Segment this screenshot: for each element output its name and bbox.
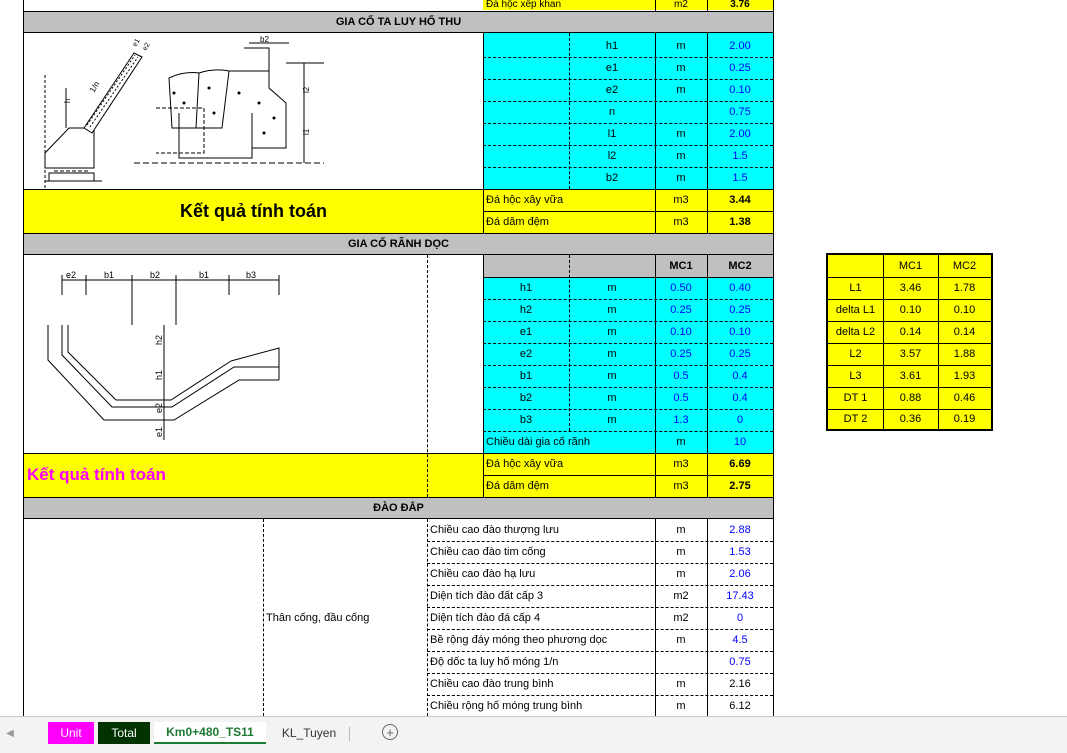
- grid-line: [427, 695, 773, 696]
- side-row-name: delta L2: [835, 326, 876, 338]
- side-row-mc1: 3.46: [899, 282, 922, 294]
- s1-param-value: 0.25: [729, 62, 751, 74]
- add-sheet-icon[interactable]: +: [382, 724, 398, 740]
- s1-param-unit: m: [676, 84, 686, 96]
- grid-line: [427, 519, 428, 716]
- grid-line: [483, 365, 773, 366]
- grid-line: [828, 321, 991, 322]
- grid-line: [483, 57, 773, 58]
- s2-param-mc1: 0.5: [673, 392, 689, 404]
- grid-line: [483, 387, 773, 388]
- top-row-label: Đá hộc xếp khan: [483, 0, 655, 10]
- grid-line: [483, 33, 484, 233]
- side-row-mc2: 0.46: [953, 392, 976, 404]
- side-row-mc1: 3.61: [899, 370, 922, 382]
- s2-param-mc2: 0.25: [729, 304, 751, 316]
- grid-line: [23, 0, 24, 716]
- s3-row-value: 1.53: [729, 546, 751, 558]
- s1-result-label: Kết quả tính toán: [24, 189, 483, 233]
- s1-param-unit: m: [676, 150, 686, 162]
- grid-line: [828, 409, 991, 410]
- drawing-ranh-doc: [24, 255, 427, 453]
- s3-row-unit: m2: [673, 590, 689, 602]
- grid-line: [655, 519, 656, 716]
- grid-line: [427, 629, 773, 630]
- s2-result-spacer: [427, 453, 483, 497]
- grid-line: [483, 475, 773, 476]
- s3-row-value: 2.06: [729, 568, 751, 580]
- s2-param-unit: m: [607, 392, 617, 404]
- s1-param-value: 0.75: [729, 106, 751, 118]
- grid-line: [483, 101, 773, 102]
- s2-length-value: 10: [733, 436, 747, 448]
- s2-param-name: e2: [519, 348, 533, 360]
- grid-line: [427, 585, 773, 586]
- side-row-name: delta L1: [835, 304, 876, 316]
- grid-line: [427, 563, 773, 564]
- side-row-mc1: 0.14: [899, 326, 922, 338]
- s2-param-unit: m: [607, 304, 617, 316]
- s2-param-mc1: 0.5: [673, 370, 689, 382]
- s1-param-value: 1.5: [732, 150, 748, 162]
- s3-row-unit: m: [676, 699, 686, 712]
- s1-param-unit: m: [676, 128, 686, 140]
- grid-line: [655, 33, 656, 233]
- grid-line: [938, 255, 939, 429]
- s1-param-name: n: [608, 106, 616, 118]
- s2-param-name: b2: [519, 392, 533, 404]
- drawing-label-e2: e2: [141, 41, 152, 52]
- drawing-ta-luy: [24, 33, 483, 189]
- tab-total[interactable]: Total: [98, 722, 150, 744]
- drawing-label-top: b1: [104, 270, 115, 280]
- grid-line: [483, 255, 484, 497]
- s2-header-mc1: MC1: [669, 260, 693, 272]
- s2-param-unit: m: [607, 414, 617, 426]
- s2-result-unit: m3: [655, 453, 707, 475]
- s2-param-name: b3: [519, 414, 533, 426]
- grid-line: [655, 255, 656, 497]
- s1-param-value: 0.10: [729, 84, 751, 96]
- s3-row-value: 2.88: [729, 524, 751, 536]
- s2-result-value: 6.69: [707, 453, 773, 475]
- s1-result-unit: m3: [655, 189, 707, 211]
- s2-param-unit: m: [607, 326, 617, 338]
- s2-length-name: Chiều dài gia cố rãnh: [486, 436, 590, 448]
- s1-param-value: 2.00: [729, 128, 751, 140]
- grid-line: [828, 343, 991, 344]
- grid-line: [483, 431, 773, 432]
- side-row-mc2: 0.10: [953, 304, 976, 316]
- drawing-label-side: h2: [154, 334, 164, 345]
- s3-row-name: Bề rộng đáy móng theo phương dọc: [430, 634, 608, 646]
- drawing-label-top: e2: [66, 270, 77, 280]
- s2-header-mc2: MC2: [728, 260, 752, 272]
- tab-unit[interactable]: Unit: [48, 722, 94, 744]
- s2-result-unit: m3: [655, 475, 707, 497]
- side-row-name: DT 1: [843, 392, 868, 404]
- grid-line: [773, 0, 774, 716]
- drawing-label-top: b3: [246, 270, 257, 280]
- s2-param-name: b1: [519, 370, 533, 382]
- s1-param-unit: m: [676, 172, 686, 184]
- s3-row-unit: m: [676, 678, 686, 690]
- grid-line: [483, 343, 773, 344]
- side-row-mc2: 0.14: [953, 326, 976, 338]
- s2-param-mc2: 0.4: [732, 392, 748, 404]
- drawing-label-l1: l1: [302, 128, 311, 135]
- s1-param-name: l1: [607, 128, 617, 140]
- section-title-dao-dap: ĐÀO ĐẮP: [24, 497, 773, 519]
- drawing-label-top: b2: [150, 270, 161, 280]
- s3-group-label: Thân cống, đầu cống: [266, 611, 370, 624]
- grid-line: [707, 0, 708, 11]
- s2-param-mc2: 0.25: [729, 348, 751, 360]
- s3-row-name: Chiều cao đào trung bình: [430, 678, 554, 690]
- side-row-name: L1: [849, 282, 862, 294]
- drawing-label-e1: e1: [131, 37, 142, 48]
- s3-row-value: 0: [736, 612, 744, 624]
- s2-param-mc1: 1.3: [673, 414, 689, 426]
- grid-line: [483, 299, 773, 300]
- grid-line: [24, 453, 773, 454]
- s3-row-name: Chiều rộng hố móng trung bình: [430, 699, 583, 712]
- s3-row-unit: m: [676, 546, 686, 558]
- s3-row-name: Độ dốc ta luy hố móng 1/n: [430, 656, 559, 668]
- grid-line: [24, 189, 773, 190]
- s1-param-name: e2: [605, 84, 619, 96]
- s2-param-name: h2: [519, 304, 533, 316]
- grid-line: [427, 673, 773, 674]
- drawing-label-l2: l2: [302, 86, 311, 93]
- s1-param-name: h1: [605, 40, 619, 52]
- grid-line: [483, 79, 773, 80]
- s2-length-unit: m: [676, 436, 686, 448]
- grid-line: [483, 123, 773, 124]
- grid-line: [828, 365, 991, 366]
- s2-param-mc2: 0.4: [732, 370, 748, 382]
- side-header: [828, 255, 883, 277]
- side-row-mc1: 3.57: [899, 348, 922, 360]
- s2-param-mc1: 0.50: [670, 282, 692, 294]
- top-row-unit: m2: [655, 0, 707, 10]
- grid-line: [427, 255, 428, 497]
- grid-line: [483, 167, 773, 168]
- section-title-gia-co-ta-luy: GIA CỐ TA LUY HỐ THU: [24, 11, 773, 33]
- grid-line: [483, 321, 773, 322]
- s1-param-name: e1: [605, 62, 619, 74]
- s3-row-value: 17.43: [726, 590, 754, 602]
- s1-param-unit: m: [676, 40, 686, 52]
- s2-param-name: h1: [519, 282, 533, 294]
- scroll-left-icon[interactable]: ◀: [6, 727, 14, 739]
- side-row-mc1: 0.36: [899, 413, 922, 425]
- grid-line: [655, 0, 656, 11]
- drawing-label-side: e1: [154, 426, 164, 437]
- s3-row-unit: m2: [673, 612, 689, 624]
- drawing-label-top: b1: [199, 270, 210, 280]
- grid-line: [828, 277, 991, 278]
- s3-row-value: 0.75: [729, 656, 751, 668]
- s2-param-mc2: 0.10: [729, 326, 751, 338]
- s3-row-unit: m: [676, 568, 686, 580]
- side-row-mc2: 1.78: [953, 282, 976, 294]
- grid-line: [707, 255, 708, 497]
- tab-kl-tuyen[interactable]: KL_Tuyen: [281, 726, 337, 740]
- side-header: MC2: [952, 260, 977, 272]
- drawing-label-side: h1: [154, 369, 164, 380]
- grid-line: [427, 541, 773, 542]
- grid-line: [427, 607, 773, 608]
- s1-param-value: 1.5: [732, 172, 748, 184]
- s1-result-name: Đá hộc xây vữa: [483, 189, 655, 211]
- s2-result-value: 2.75: [707, 475, 773, 497]
- side-row-mc2: 0.19: [953, 413, 976, 425]
- s1-param-name: l2: [607, 150, 617, 162]
- s3-row-unit: m: [676, 524, 686, 536]
- s3-row-unit: [655, 651, 707, 673]
- grid-line: [483, 409, 773, 410]
- grid-line: [483, 145, 773, 146]
- s2-param-mc1: 0.10: [670, 326, 692, 338]
- s3-row-name: Diện tích đào đá cấp 4: [430, 612, 541, 624]
- s3-row-name: Chiều cao đào hạ lưu: [430, 568, 536, 580]
- s2-param-unit: m: [607, 348, 617, 360]
- grid-line: [483, 277, 773, 278]
- s1-result-value: 1.38: [707, 211, 773, 233]
- s2-param-unit: m: [607, 282, 617, 294]
- s3-row-name: Diện tích đào đất cấp 3: [430, 590, 544, 602]
- s1-result-unit: m3: [655, 211, 707, 233]
- s2-result-name: Đá hộc xây vữa: [483, 453, 655, 475]
- grid-line: [263, 519, 264, 716]
- side-row-mc1: 0.88: [899, 392, 922, 404]
- grid-line: [883, 255, 884, 429]
- side-row-name: DT 2: [843, 413, 868, 425]
- grid-line: [483, 211, 773, 212]
- s1-result-value: 3.44: [707, 189, 773, 211]
- drawing-label-h: h: [63, 98, 72, 103]
- s3-row-value: 4.5: [732, 634, 748, 646]
- grid-line: [828, 299, 991, 300]
- s2-param-mc1: 0.25: [670, 304, 692, 316]
- grid-line: [707, 33, 708, 233]
- grid-line: [828, 387, 991, 388]
- s1-param-unit: m: [676, 62, 686, 74]
- side-row-name: L3: [849, 370, 862, 382]
- side-header: MC1: [898, 260, 923, 272]
- s2-param-mc1: 0.25: [670, 348, 692, 360]
- s2-param-name: e1: [519, 326, 533, 338]
- s3-row-name: Chiều cao đào tim cống: [430, 546, 546, 558]
- side-row-name: L2: [849, 348, 862, 360]
- s3-row-value: 2.16: [729, 678, 751, 690]
- tab-km0-480-ts11[interactable]: Km0+480_TS11: [154, 722, 266, 744]
- s2-result-name: Đá dăm đệm: [483, 475, 655, 497]
- drawing-label-b2: b2: [260, 35, 269, 44]
- side-row-mc1: 0.10: [899, 304, 922, 316]
- drawing-label-slope: 1/n: [87, 79, 102, 94]
- top-row-value: 3.76: [707, 0, 773, 10]
- s2-result-label: Kết quả tính toán: [24, 453, 427, 497]
- tab-separator: [349, 727, 350, 741]
- s3-row-unit: m: [676, 634, 686, 646]
- s3-row-value: 6.12: [729, 699, 751, 712]
- side-row-mc2: 1.93: [953, 370, 976, 382]
- s1-result-name: Đá dăm đệm: [483, 211, 655, 233]
- side-row-mc2: 1.88: [953, 348, 976, 360]
- grid-line: [707, 519, 708, 716]
- drawing-label-side: e2: [154, 402, 164, 413]
- s2-param-unit: m: [607, 370, 617, 382]
- sheet-tab-bar: [0, 716, 1067, 753]
- section-title-gia-co-ranh-doc: GIA CỐ RÃNH DỌC: [24, 233, 773, 255]
- s1-param-value: 2.00: [729, 40, 751, 52]
- s1-param-unit: [655, 101, 707, 123]
- s2-param-mc2: 0.40: [729, 282, 751, 294]
- grid-line: [427, 651, 773, 652]
- s1-param-name: b2: [605, 172, 619, 184]
- s2-param-mc2: 0: [736, 414, 744, 426]
- s3-row-name: Chiều cao đào thượng lưu: [430, 524, 559, 536]
